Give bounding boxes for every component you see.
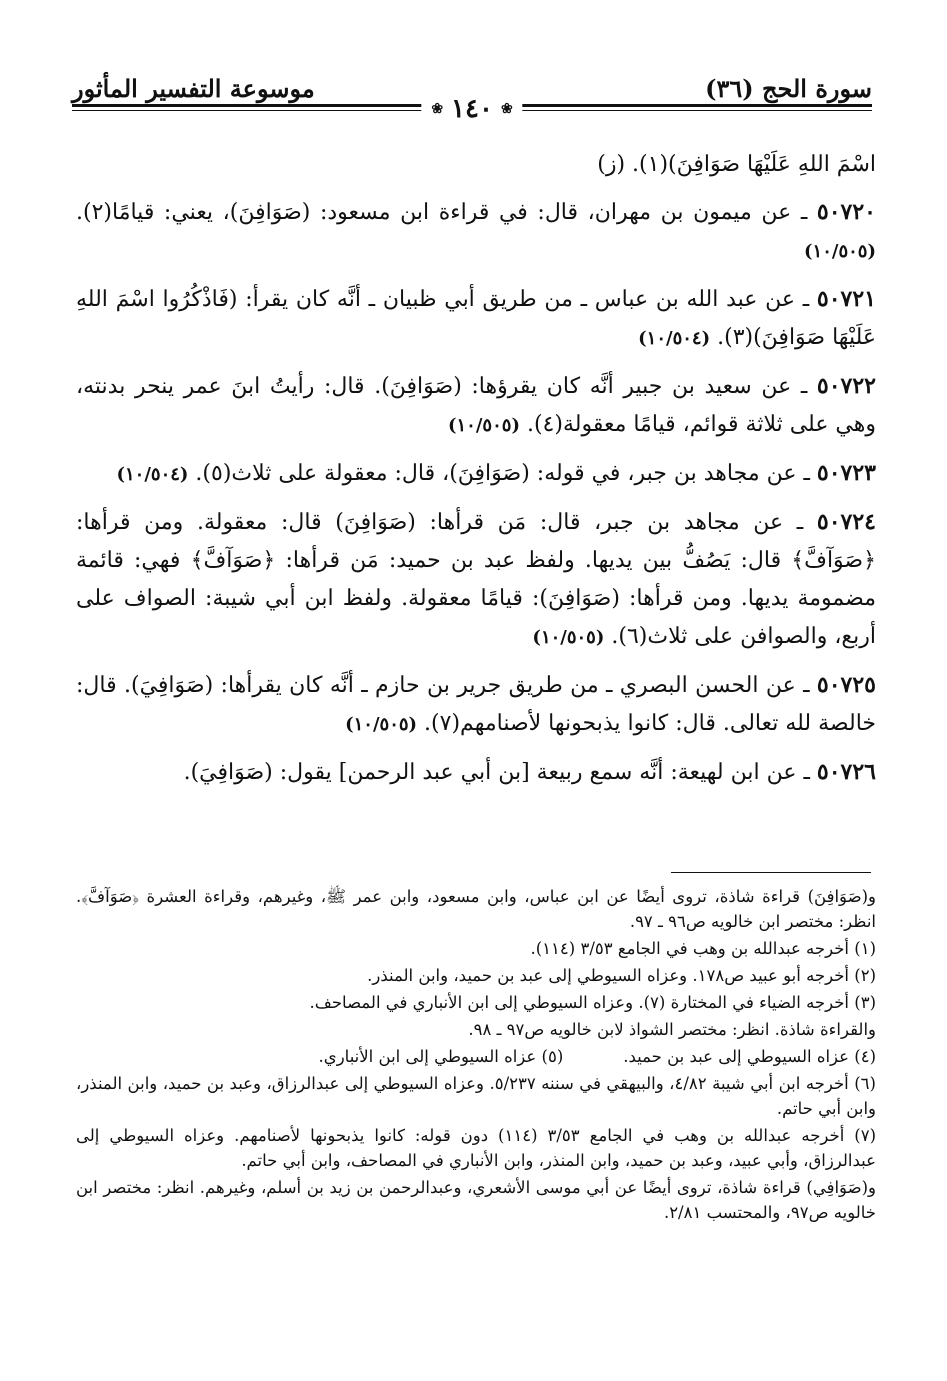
entry-50725 xyxy=(76,666,876,744)
page-number: ١٤٠ xyxy=(451,94,493,124)
footnote-7-note: و(صَوَافِي) قراءة شاذة، تروى أيضًا عن أبي موسى الأشعري، وعبدالرحمن بن زيد بن أسلم، وغيرهم. انظر: مختصر ابن خالويه ص٩٧، والمحتسب ٢/٨١. xyxy=(76,1178,876,1222)
ornament-left-icon: ❀ xyxy=(431,101,444,117)
ornament-right-icon: ❀ xyxy=(500,101,513,117)
entry-ref: (١٠/٥٠٥) xyxy=(345,714,418,735)
entry-50724 xyxy=(76,503,876,657)
entry-text: ـ عن ابن لهيعة: أنَّه سمع ربيعة [بن أبي عبد الرحمن] يقول: (صَوَافِيَ). xyxy=(183,760,817,785)
entry-number: ٥٠٧٢٣ xyxy=(816,460,876,486)
entry-number: ٥٠٧٢٢ xyxy=(816,373,876,399)
entry-ref: (١٠/٥٠٤) xyxy=(116,464,189,485)
footnote-1: (١) أخرجه عبدالله بن وهب في الجامع ٣/٥٣ (١١٤). xyxy=(530,939,876,958)
entry-text: ـ عن مجاهد بن جبر، قال: مَن قرأها: (صَوَافِنَ) قال: معقولة. ومن قرأها: ﴿صَوَآفَّ﴾ قال: يَصُفُّ بين يديها. ولفظ عبد بن حميد: مَن قرأها: ﴿صَوَآفَّ﴾ فهي: قائمة مضمومة يديها. ومن قرأها: (صَوَافِنَ): قيامًا معقولة. ولفظ ابن أبي شيبة: الصواف على أربع، والصوافن على ثلاث(٦). xyxy=(76,510,876,649)
entry-number: ٥٠٧٢٥ xyxy=(816,672,876,698)
entry-text: ـ عن ميمون بن مهران، قال: في قراءة ابن مسعود: (صَوَافِنَ)، يعني: قيامًا(٢). xyxy=(76,200,817,225)
main-text xyxy=(76,146,876,802)
entry-number: ٥٠٧٢٤ xyxy=(816,509,876,535)
page-number-block xyxy=(421,94,522,124)
footnote-2: (٢) أخرجه أبو عبيد ص١٧٨. وعزاه السيوطي إلى عبد بن حميد، وابن المنذر. xyxy=(367,966,876,985)
footnote-separator xyxy=(671,872,871,873)
entry-50726 xyxy=(76,753,876,793)
footnote-intro: و(صَوَافِنَ) قراءة شاذة، تروى أيضًا عن ابن عباس، وابن مسعود، وابن عمر ﷺ، وغيرهم، وقراءة العشرة ﴿صَوَآفَّ﴾. انظر: مختصر ابن خالويه ص٩٦ ـ ٩٧. xyxy=(76,887,876,931)
footnote-6: (٦) أخرجه ابن أبي شيبة ٤/٨٢، والبيهقي في سننه ٥/٢٣٧. وعزاه السيوطي إلى عبدالرزاق، وعبد بن حميد، وابن المنذر، وابن أبي حاتم. xyxy=(76,1074,876,1118)
entry-50723 xyxy=(76,454,876,494)
entry-ref: (١٠/٥٠٥) xyxy=(804,241,876,262)
entry-text: ـ عن مجاهد بن جبر، في قوله: (صَوَافِنَ)، قال: معقولة على ثلاث(٥). xyxy=(188,461,817,486)
entry-ref: (١٠/٥٠٤) xyxy=(638,328,711,349)
entry-50721 xyxy=(76,280,876,358)
entry-50722 xyxy=(76,367,876,445)
footnote-7: (٧) أخرجه عبدالله بن وهب في الجامع ٣/٥٣ (١١٤) دون قوله: كانوا يذبحونها لأصنامهم. وعزاه السيوطي إلى عبدالرزاق، وأبي عبيد، وعبد بن حميد، وابن المنذر، وابن الأنباري في المصاحف، وابن أبي حاتم. xyxy=(76,1126,876,1170)
entry-50720 xyxy=(76,193,876,271)
opening-line: اسْمَ اللهِ عَلَيْهَا صَوَافِنَ)(١). (ز) xyxy=(597,152,876,177)
entry-text: ـ عن الحسن البصري ـ من طريق جرير بن حازم ـ أنَّه كان يقرأها: (صَوَافِيَ). قال: خالصة لله تعالى. قال: كانوا يذبحونها لأصنامهم(٧). xyxy=(76,673,876,736)
book-title: موسوعة التفسير المأثور xyxy=(72,74,315,103)
footnote-4: (٤) عزاه السيوطي إلى عبد بن حميد. xyxy=(623,1047,876,1066)
footnote-3: (٣) أخرجه الضياء في المختارة (٧). وعزاه السيوطي إلى ابن الأنباري في المصاحف. xyxy=(309,993,876,1012)
entry-number: ٥٠٧٢٠ xyxy=(816,199,876,225)
entry-ref: (١٠/٥٠٥) xyxy=(532,627,605,648)
page-header xyxy=(72,66,872,124)
entry-number: ٥٠٧٢٦ xyxy=(816,759,876,785)
entry-number: ٥٠٧٢١ xyxy=(816,286,876,312)
entry-text: ـ عن سعيد بن جبير أنَّه كان يقرؤها: (صَوَافِنَ). قال: رأيتُ ابنَ عمر ينحر بدنته، وهي على ثلاثة قوائم، قيامًا معقولة(٤). xyxy=(76,374,876,437)
entry-text: ـ عن عبد الله بن عباس ـ من طريق أبي ظبيان ـ أنَّه كان يقرأ: (فَاذْكُرُوا اسْمَ اللهِ عَلَيْهَا صَوَافِنَ)(٣). xyxy=(76,287,876,350)
entry-ref: (١٠/٥٠٥) xyxy=(447,415,520,436)
footnotes xyxy=(76,884,876,1227)
footnote-4-5 xyxy=(76,1044,876,1069)
footnote-5: (٥) عزاه السيوطي إلى ابن الأنباري. xyxy=(318,1047,564,1066)
footnote-3-note: والقراءة شاذة. انظر: مختصر الشواذ لابن خالويه ص٩٧ ـ ٩٨. xyxy=(468,1020,876,1039)
surah-title: سورة الحج (٣٦) xyxy=(705,74,872,103)
